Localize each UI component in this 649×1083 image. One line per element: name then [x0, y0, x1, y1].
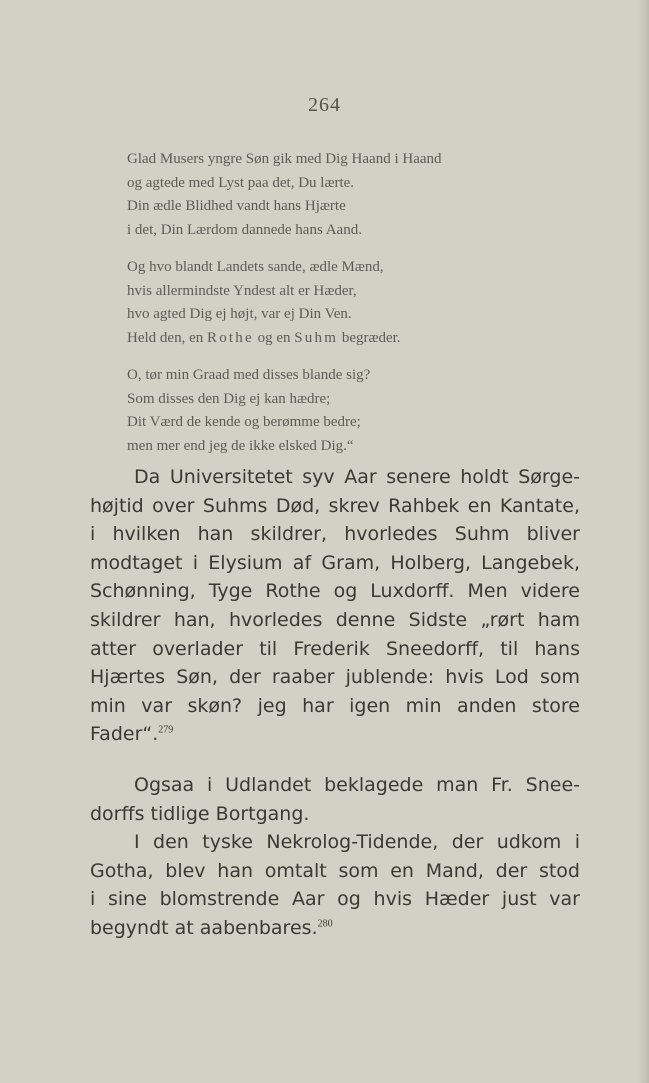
- poem-line: men mer end jeg de ikke elsked Dig.“: [127, 437, 354, 454]
- poem-line: og agtede med Lyst paa det, Du lærte.: [127, 174, 355, 191]
- text-line: Gotha, blev han omtalt som en Mand, der stod: [90, 859, 580, 882]
- page-number: 264: [308, 94, 341, 116]
- paragraph-2: [90, 771, 580, 828]
- page-edge: [637, 0, 649, 1083]
- poem-line: i det, Din Lærdom dannede hans Aand.: [127, 221, 362, 238]
- poem-stanza: [127, 364, 577, 458]
- poem-line: Som disses den Dig ej kan hædre;: [127, 390, 331, 407]
- text-line: højtid over Suhms Død, skrev Rahbek en Kantate,: [90, 494, 580, 517]
- text-line: i hvilken han skildrer, hvorledes Suhm bliver: [90, 523, 580, 546]
- poem-line: O, tør min Graad med disses blande sig?: [127, 367, 371, 383]
- text-line: [90, 914, 580, 943]
- footnote-ref: 279: [158, 725, 174, 737]
- poem-stanza: [127, 148, 577, 242]
- text-line: I den tyske Nekrolog-Tidende, der udkom i: [134, 831, 580, 853]
- poem-line: hvis allermindste Yndest alt er Hæder,: [127, 282, 357, 299]
- poem-stanza: [127, 256, 577, 350]
- text-line: Schønning, Tyge Rothe og Luxdorff. Men videre: [90, 580, 580, 603]
- poem-line: Glad Musers yngre Søn gik med Dig Haand i Haand: [127, 151, 442, 167]
- text-line: atter overlader til Frederik Sneedorff, til hans: [90, 637, 580, 660]
- poem: [127, 148, 577, 472]
- text-fragment: begyndt at aabenbares.: [90, 916, 318, 939]
- text-line: Da Universitetet syv Aar senere holdt Sørge-: [134, 466, 580, 488]
- poem-line: hvo agted Dig ej højt, var ej Din Ven.: [127, 306, 352, 322]
- paragraph-3: [90, 828, 580, 942]
- paragraph-1: [90, 463, 580, 749]
- poem-line: Dit Værd de kende og berømme bedre;: [127, 414, 361, 430]
- text-line: modtaget i Elysium af Gram, Holberg, Langebek,: [90, 551, 580, 574]
- poem-line: Held den, en Rothe og en Suhm begræder.: [127, 329, 401, 346]
- text-fragment: Fader“.: [90, 723, 159, 746]
- text-line: Ogsaa i Udlandet beklagede man Fr. Snee-: [134, 774, 580, 796]
- footnote-ref: 280: [317, 918, 333, 930]
- text-line: Hjærtes Søn, der raaber jublende: hvis Lod som: [90, 666, 580, 689]
- text-line: i sine blomstrende Aar og hvis Hæder just var: [90, 888, 580, 911]
- text-line: dorffs tidlige Bortgang.: [90, 802, 310, 825]
- text-line: skildrer han, hvorledes denne Sidste „rørt ham: [90, 608, 580, 631]
- poem-line: Din ædle Blidhed vandt hans Hjærte: [127, 198, 346, 214]
- text-line: [90, 720, 580, 749]
- poem-line: Og hvo blandt Landets sande, ædle Mænd,: [127, 259, 384, 275]
- text-line: min var skøn? jeg har igen min anden store: [90, 694, 580, 717]
